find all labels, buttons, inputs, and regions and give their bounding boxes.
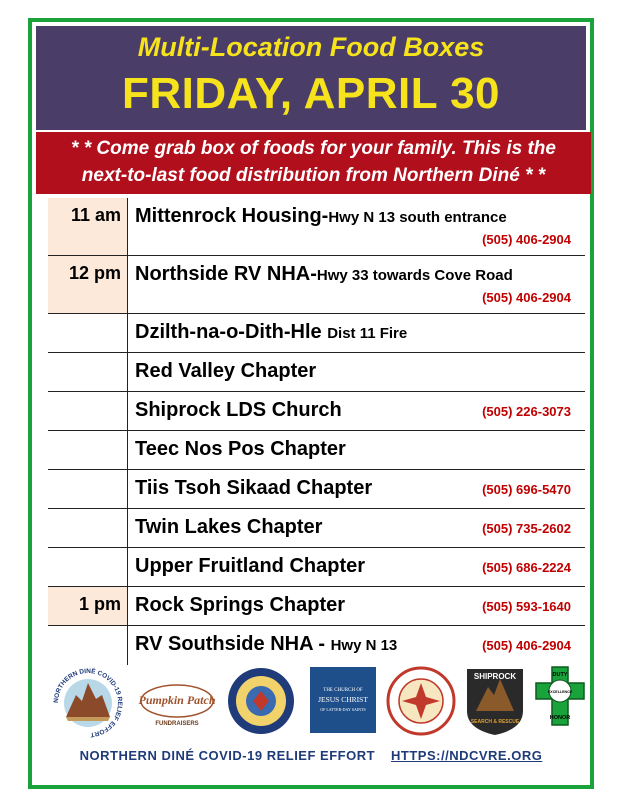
location-name	[135, 477, 372, 500]
schedule-row	[48, 626, 585, 665]
lds-line-3: OF LATTER-DAY SAINTS	[320, 707, 366, 712]
time-cell	[48, 314, 128, 352]
schedule-row	[48, 353, 585, 392]
phone-number: (505) 735-2602	[482, 521, 571, 536]
lds-church-logo	[310, 667, 376, 733]
time-label: 12 pm	[68, 263, 121, 283]
fire-bottom-text: HONOR	[549, 715, 571, 721]
time-label: 11 am	[70, 205, 121, 225]
time-cell	[48, 353, 128, 391]
location-note: Hwy N 13	[330, 637, 398, 654]
location-title: Twin Lakes Chapter	[135, 516, 323, 538]
schedule-row	[48, 198, 585, 256]
relief-effort-logo	[50, 665, 126, 741]
phone-number: (505) 406-2904	[482, 232, 571, 247]
header-band	[36, 26, 586, 130]
time-cell	[48, 548, 128, 586]
shiprock-sub: SEARCH & RESCUE	[470, 719, 520, 725]
lds-line-1: THE CHURCH OF	[323, 688, 363, 693]
logo-ring-text: NORTHERN DINÉ COVID-19 RELIEF EFFORT	[52, 667, 124, 738]
pumpkin-patch-logo	[138, 675, 216, 731]
nation-seal-logo	[386, 665, 456, 737]
schedule-row	[48, 548, 585, 587]
location-note: Dist 11 Fire	[327, 325, 408, 342]
time-cell	[48, 509, 128, 547]
schedule-table	[48, 198, 585, 665]
fire-department-logo	[534, 665, 586, 737]
time-label: 1 pm	[78, 594, 121, 614]
schedule-row	[48, 587, 585, 626]
lds-line-2: JESUS CHRIST	[318, 695, 368, 704]
header-subtitle: Multi-Location Food Boxes	[137, 32, 485, 62]
location-name	[135, 438, 346, 461]
sponsor-logos	[40, 665, 586, 737]
location-name	[135, 360, 316, 383]
time-cell	[48, 392, 128, 430]
location-title: RV Southside NHA -	[135, 633, 331, 655]
location-title: Shiprock LDS Church	[135, 399, 342, 421]
schedule-row	[48, 314, 585, 353]
location-title: Mittenrock Housing-	[135, 205, 329, 227]
location-name	[135, 399, 342, 422]
location-note: Hwy N 13 south entrance	[328, 209, 507, 226]
time-cell	[48, 587, 128, 625]
schedule-row	[48, 256, 585, 314]
pumpkin-patch-sub: FUNDRAISERS	[155, 721, 199, 727]
location-note: Hwy 33 towards Cove Road	[316, 267, 513, 284]
location-name	[135, 516, 322, 539]
location-title: Tiis Tsoh Sikaad Chapter	[135, 477, 373, 499]
location-name	[135, 263, 513, 286]
fire-top-text: DUTY	[552, 672, 568, 678]
schedule-row	[48, 392, 585, 431]
location-title: Rock Springs Chapter	[135, 594, 346, 616]
location-name	[135, 594, 345, 617]
announcement-banner	[36, 132, 591, 194]
footer	[36, 748, 586, 763]
shiprock-title: SHIPROCK	[473, 672, 517, 681]
location-name	[135, 555, 365, 578]
header-title: FRIDAY, APRIL 30	[121, 69, 501, 118]
phone-number: (505) 696-5470	[482, 482, 571, 497]
banner-line-2: next-to-last food distribution from Northern Diné * *	[81, 165, 546, 186]
location-name	[135, 205, 507, 228]
schedule-row	[48, 431, 585, 470]
time-cell	[48, 470, 128, 508]
footer-org: NORTHERN DINÉ COVID-19 RELIEF EFFORT	[79, 748, 376, 763]
location-title: Northside RV NHA-	[135, 263, 317, 285]
footer-website-link[interactable]: HTTPS://NDCVRE.ORG	[391, 748, 543, 763]
time-cell	[48, 256, 128, 313]
shiprock-search-rescue-logo	[464, 665, 526, 737]
phone-number: (505) 686-2224	[482, 560, 571, 575]
pumpkin-patch-name: Pumpkin Patch	[138, 693, 216, 707]
time-cell	[48, 198, 128, 255]
location-title: Upper Fruitland Chapter	[135, 555, 366, 577]
location-name	[135, 633, 397, 656]
location-title: Teec Nos Pos Chapter	[135, 438, 346, 460]
government-seal-logo	[226, 665, 296, 737]
phone-number: (505) 226-3073	[482, 404, 571, 419]
time-cell	[48, 431, 128, 469]
location-title: Red Valley Chapter	[135, 360, 317, 382]
schedule-row	[48, 470, 585, 509]
banner-line-1: * * Come grab box of foods for your family. This is the	[71, 138, 556, 159]
location-title: Dzilth-na-o-Dith-Hle	[135, 321, 328, 343]
phone-number: (505) 406-2904	[482, 638, 571, 653]
phone-number: (505) 406-2904	[482, 290, 571, 305]
location-name	[135, 321, 407, 344]
fire-left-text: EXCELLENCE	[547, 690, 573, 694]
phone-number: (505) 593-1640	[482, 599, 571, 614]
schedule-row	[48, 509, 585, 548]
time-cell	[48, 626, 128, 665]
